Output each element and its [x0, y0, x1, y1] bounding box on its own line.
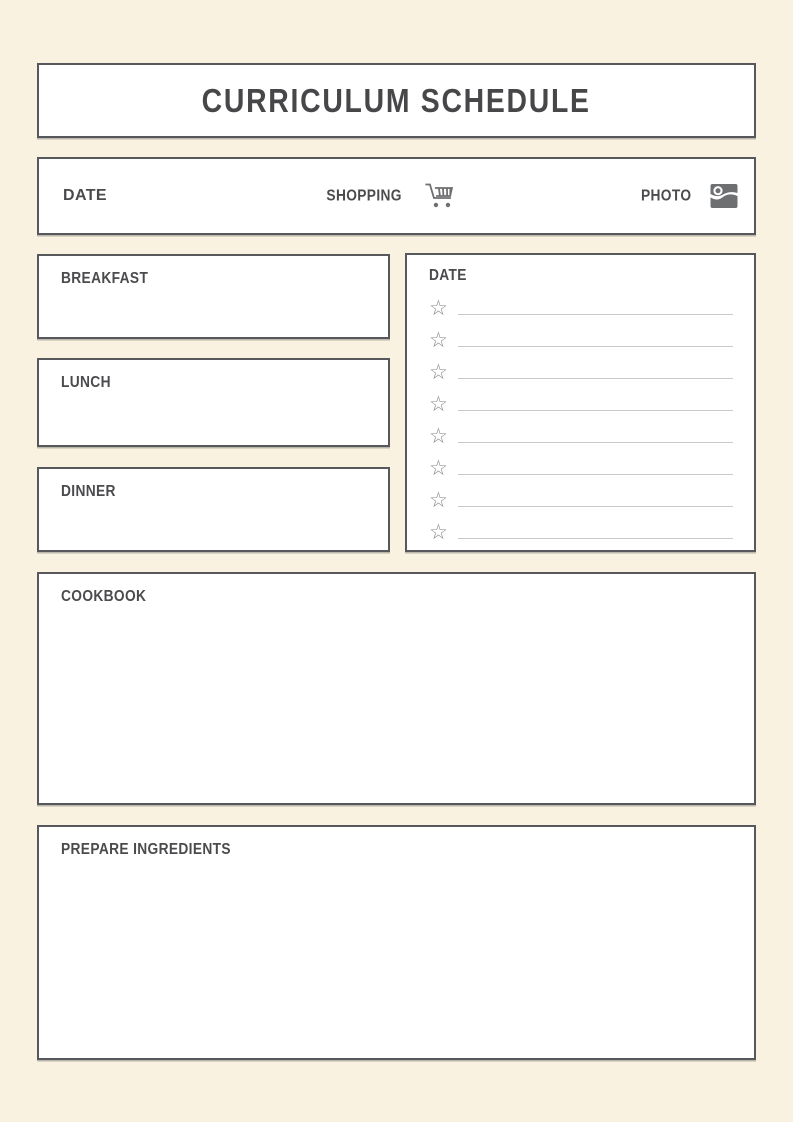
- header-shopping-group: [326, 182, 457, 211]
- date-star-list: [429, 287, 754, 543]
- photo-image-icon: [710, 184, 738, 209]
- date-row: [429, 447, 754, 479]
- header-date-label: DATE: [63, 187, 107, 204]
- date-row: [429, 319, 754, 351]
- cookbook-box: [37, 572, 756, 805]
- date-row: [429, 415, 754, 447]
- breakfast-label: BREAKFAST: [61, 270, 149, 287]
- date-write-line: [458, 538, 733, 539]
- star-outline-icon: ☆: [429, 424, 448, 448]
- date-write-line: [458, 378, 733, 379]
- date-row: [429, 383, 754, 415]
- header-shopping-label: SHOPPING: [325, 187, 402, 204]
- header-box: [37, 157, 756, 235]
- header-photo-group: [641, 184, 738, 209]
- title-box: [37, 63, 756, 138]
- lunch-box: [37, 358, 390, 447]
- star-outline-icon: ☆: [429, 296, 448, 320]
- date-write-line: [458, 474, 733, 475]
- date-row: [429, 511, 754, 543]
- date-row: [429, 479, 754, 511]
- date-write-line: [458, 346, 733, 347]
- star-outline-icon: ☆: [429, 488, 448, 512]
- star-outline-icon: ☆: [429, 520, 448, 544]
- date-write-line: [458, 442, 733, 443]
- header-row: [39, 159, 754, 233]
- cookbook-label: COOKBOOK: [61, 588, 147, 605]
- shopping-cart-icon: [423, 182, 457, 211]
- prepare-ingredients-box: [37, 825, 756, 1060]
- date-row: [429, 351, 754, 383]
- date-list-label: DATE: [429, 267, 467, 284]
- date-write-line: [458, 314, 733, 315]
- breakfast-box: [37, 254, 390, 339]
- date-write-line: [458, 506, 733, 507]
- star-outline-icon: ☆: [429, 456, 448, 480]
- date-list-box: [405, 253, 756, 552]
- star-outline-icon: ☆: [429, 360, 448, 384]
- dinner-box: [37, 467, 390, 552]
- lunch-label: LUNCH: [61, 374, 111, 391]
- date-write-line: [458, 410, 733, 411]
- header-photo-label: PHOTO: [641, 187, 692, 204]
- date-row: [429, 287, 754, 319]
- star-outline-icon: ☆: [429, 328, 448, 352]
- star-outline-icon: ☆: [429, 392, 448, 416]
- page-title: CURRICULUM SCHEDULE: [201, 81, 591, 119]
- dinner-label: DINNER: [61, 483, 116, 500]
- prepare-ingredients-label: PREPARE INGREDIENTS: [61, 841, 231, 858]
